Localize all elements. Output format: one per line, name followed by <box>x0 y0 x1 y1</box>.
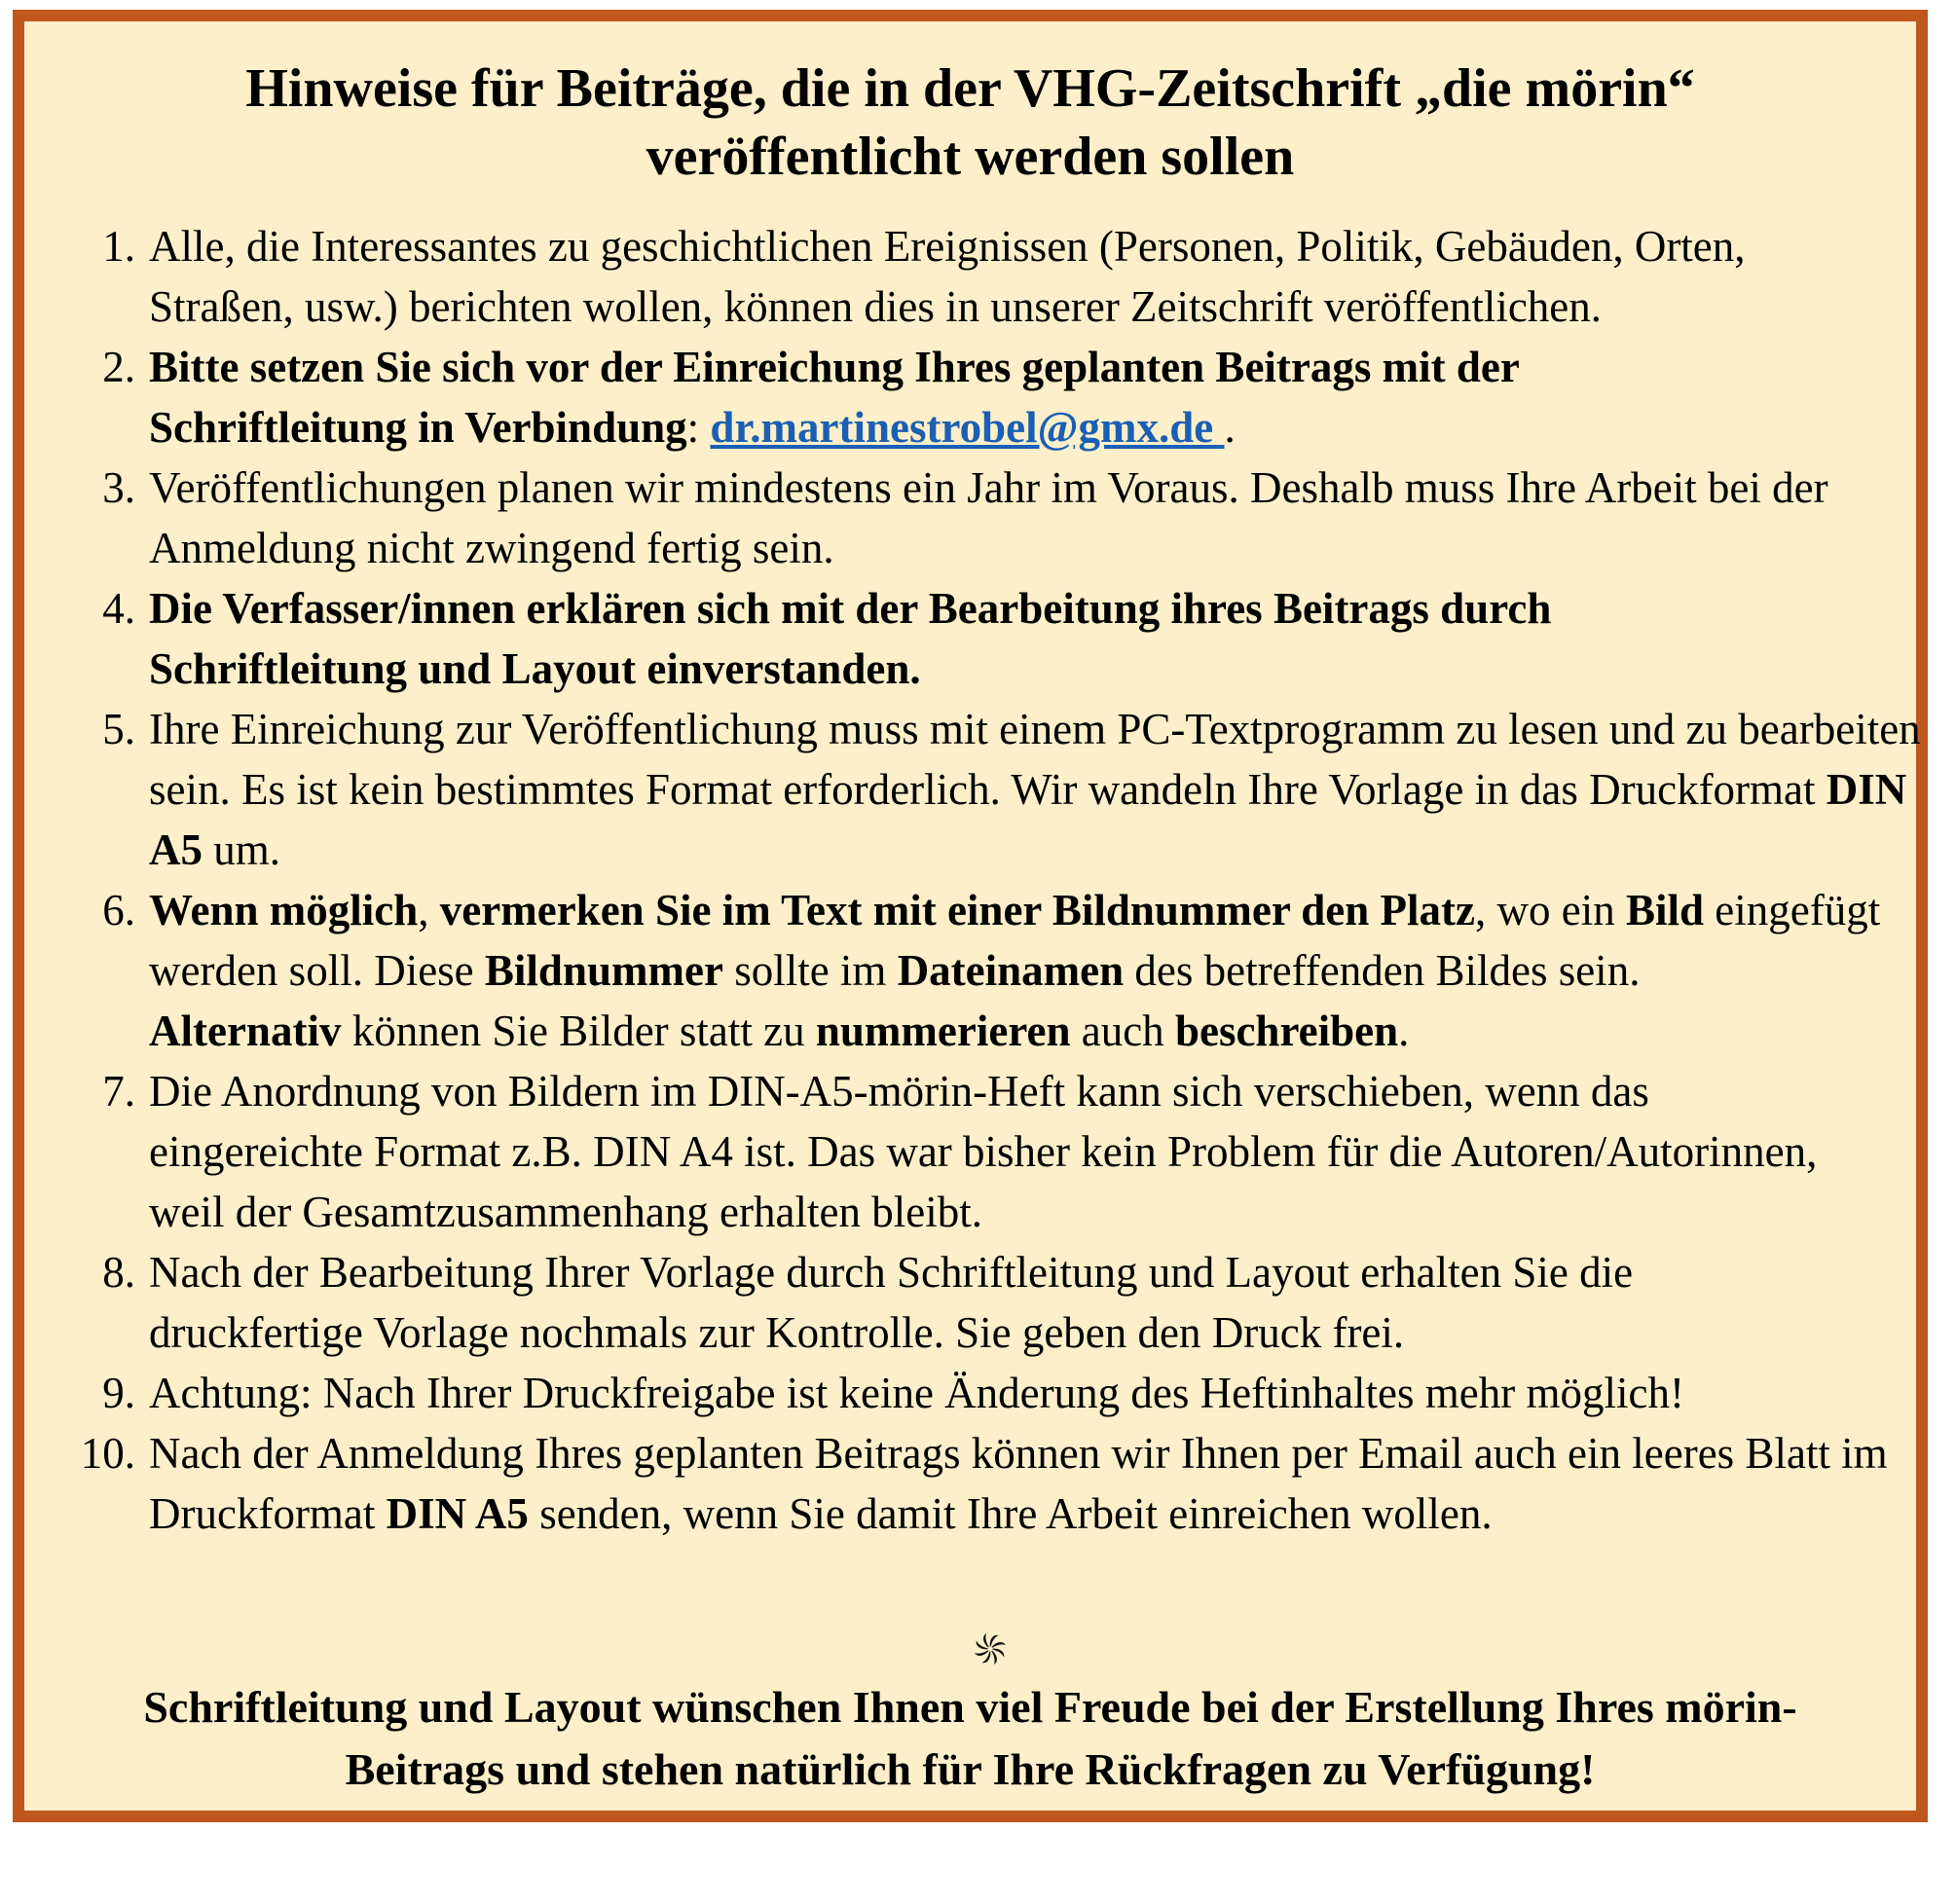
closing-line-1: Schriftleitung und Layout wünschen Ihnen viel Freude bei der Erstellung Ihres mörin- <box>143 1682 1797 1732</box>
item-text: des betreffenden Bildes sein. <box>1124 946 1641 995</box>
list-item-8 <box>24 1242 1755 1363</box>
item-bold-text: nummerieren <box>815 1007 1071 1055</box>
item-text: . <box>1398 1007 1410 1055</box>
item-text: : <box>686 403 711 452</box>
item-bold-text: Dateinamen <box>897 946 1125 995</box>
spiral-flower-icon <box>971 1629 1010 1668</box>
list-item-9 <box>24 1363 1940 1423</box>
item-number: 8. <box>102 1248 135 1297</box>
item-number: 7. <box>102 1067 135 1116</box>
item-bold-text: Bitte setzen Sie sich vor der Einreichung Ihres geplanten Beitrags mit der Schriftleitung in Verbindung <box>149 343 1520 452</box>
item-bold-text: Bildnummer <box>484 946 723 995</box>
item-text: . <box>1224 403 1236 452</box>
list-item-3 <box>24 458 1901 578</box>
item-number: 2. <box>102 343 135 391</box>
list-item-1 <box>24 216 1824 337</box>
item-text: Achtung: Nach Ihrer Druckfreigabe ist keine Änderung des Heftinhaltes mehr möglich! <box>149 1369 1684 1417</box>
item-bold-text: DIN A5 <box>386 1489 529 1538</box>
item-text: Alle, die Interessantes zu geschichtlichen Ereignissen (Personen, Politik, Gebäuden, Orten, Straßen, usw.) berichten wollen, können dies in unserer Zeitschrift veröffentlichen. <box>149 222 1746 331</box>
item-text: Nach der Anmeldung Ihres geplanten Beitrags können wir Ihnen per Email auch ein leeres Blatt im Druckformat <box>149 1429 1888 1538</box>
item-text: auch <box>1070 1007 1175 1055</box>
page-title <box>24 55 1916 191</box>
item-number: 3. <box>102 463 135 512</box>
item-text: Nach der Bearbeitung Ihrer Vorlage durch Schriftleitung und Layout erhalten Sie die druckfertige Vorlage nochmals zur Kontrolle. Sie geben den Druck frei. <box>149 1248 1634 1357</box>
item-number: 10. <box>80 1429 135 1478</box>
item-text: um. <box>203 825 281 874</box>
item-text: Ihre Einreichung zur Veröffentlichung muss mit einem PC-Textprogramm zu lesen und zu bearbeiten sein. Es ist kein bestimmtes Format erforderlich. Wir wandeln Ihre Vorlage in das Druckformat <box>149 705 1921 814</box>
guidelines-list <box>24 216 1921 1544</box>
item-text: senden, wenn Sie damit Ihre Arbeit einreichen wollen. <box>528 1489 1493 1538</box>
closing-line-2: Beitrags und stehen natürlich für Ihre Rückfragen zu Verfügung! <box>345 1744 1596 1794</box>
title-line-1: Hinweise für Beiträge, die in der VHG-Zeitschrift „die mörin“ <box>245 58 1695 119</box>
email-link[interactable]: dr.martinestrobel@gmx.de <box>710 403 1225 452</box>
item-text: Veröffentlichungen planen wir mindestens ein Jahr im Voraus. Deshalb muss Ihre Arbeit bei der Anmeldung nicht zwingend fertig sein. <box>149 463 1828 572</box>
item-number: 1. <box>102 222 135 271</box>
item-bold-text: Bild <box>1626 886 1705 934</box>
list-item-2 <box>24 337 1707 458</box>
item-bold-text: DIN A5 <box>149 765 1907 874</box>
item-text: , <box>418 886 440 934</box>
item-number: 5. <box>102 705 135 753</box>
item-alternative-note <box>149 1001 1901 1061</box>
item-text: , wo ein <box>1475 886 1626 934</box>
list-item-6 <box>24 880 1901 1061</box>
item-bold-text: Wenn möglich <box>149 886 419 934</box>
item-bold-text: vermerken Sie im Text mit einer Bildnummer den Platz <box>439 886 1476 934</box>
closing-message <box>24 1676 1916 1801</box>
item-text: sollte im <box>722 946 898 995</box>
item-bold-text: Die Verfasser/innen erklären sich mit der Bearbeitung ihres Beitrags durch Schriftleitung und Layout einverstanden. <box>149 584 1552 693</box>
item-text: eingefügt werden soll. Diese <box>149 886 1881 995</box>
item-text: Die Anordnung von Bildern im DIN-A5-mörin-Heft kann sich verschieben, wenn das eingereichte Format z.B. DIN A4 ist. Das war bisher kein Problem für die Autoren/Autorinnen, weil der Gesamtzusammenhang erhalten bleibt. <box>149 1067 1818 1236</box>
item-bold-text: Alternativ <box>149 1007 342 1055</box>
item-number: 4. <box>102 584 135 633</box>
list-item-4 <box>24 578 1707 699</box>
title-line-2: veröffentlicht werden sollen <box>646 127 1295 187</box>
item-text: können Sie Bilder statt zu <box>341 1007 816 1055</box>
list-item-7 <box>24 1061 1833 1242</box>
item-number: 9. <box>102 1369 135 1417</box>
list-item-5 <box>24 699 1931 880</box>
item-number: 6. <box>102 886 135 934</box>
list-item-10 <box>24 1423 1931 1544</box>
notice-box <box>13 10 1928 1822</box>
item-bold-text: beschreiben <box>1174 1007 1399 1055</box>
